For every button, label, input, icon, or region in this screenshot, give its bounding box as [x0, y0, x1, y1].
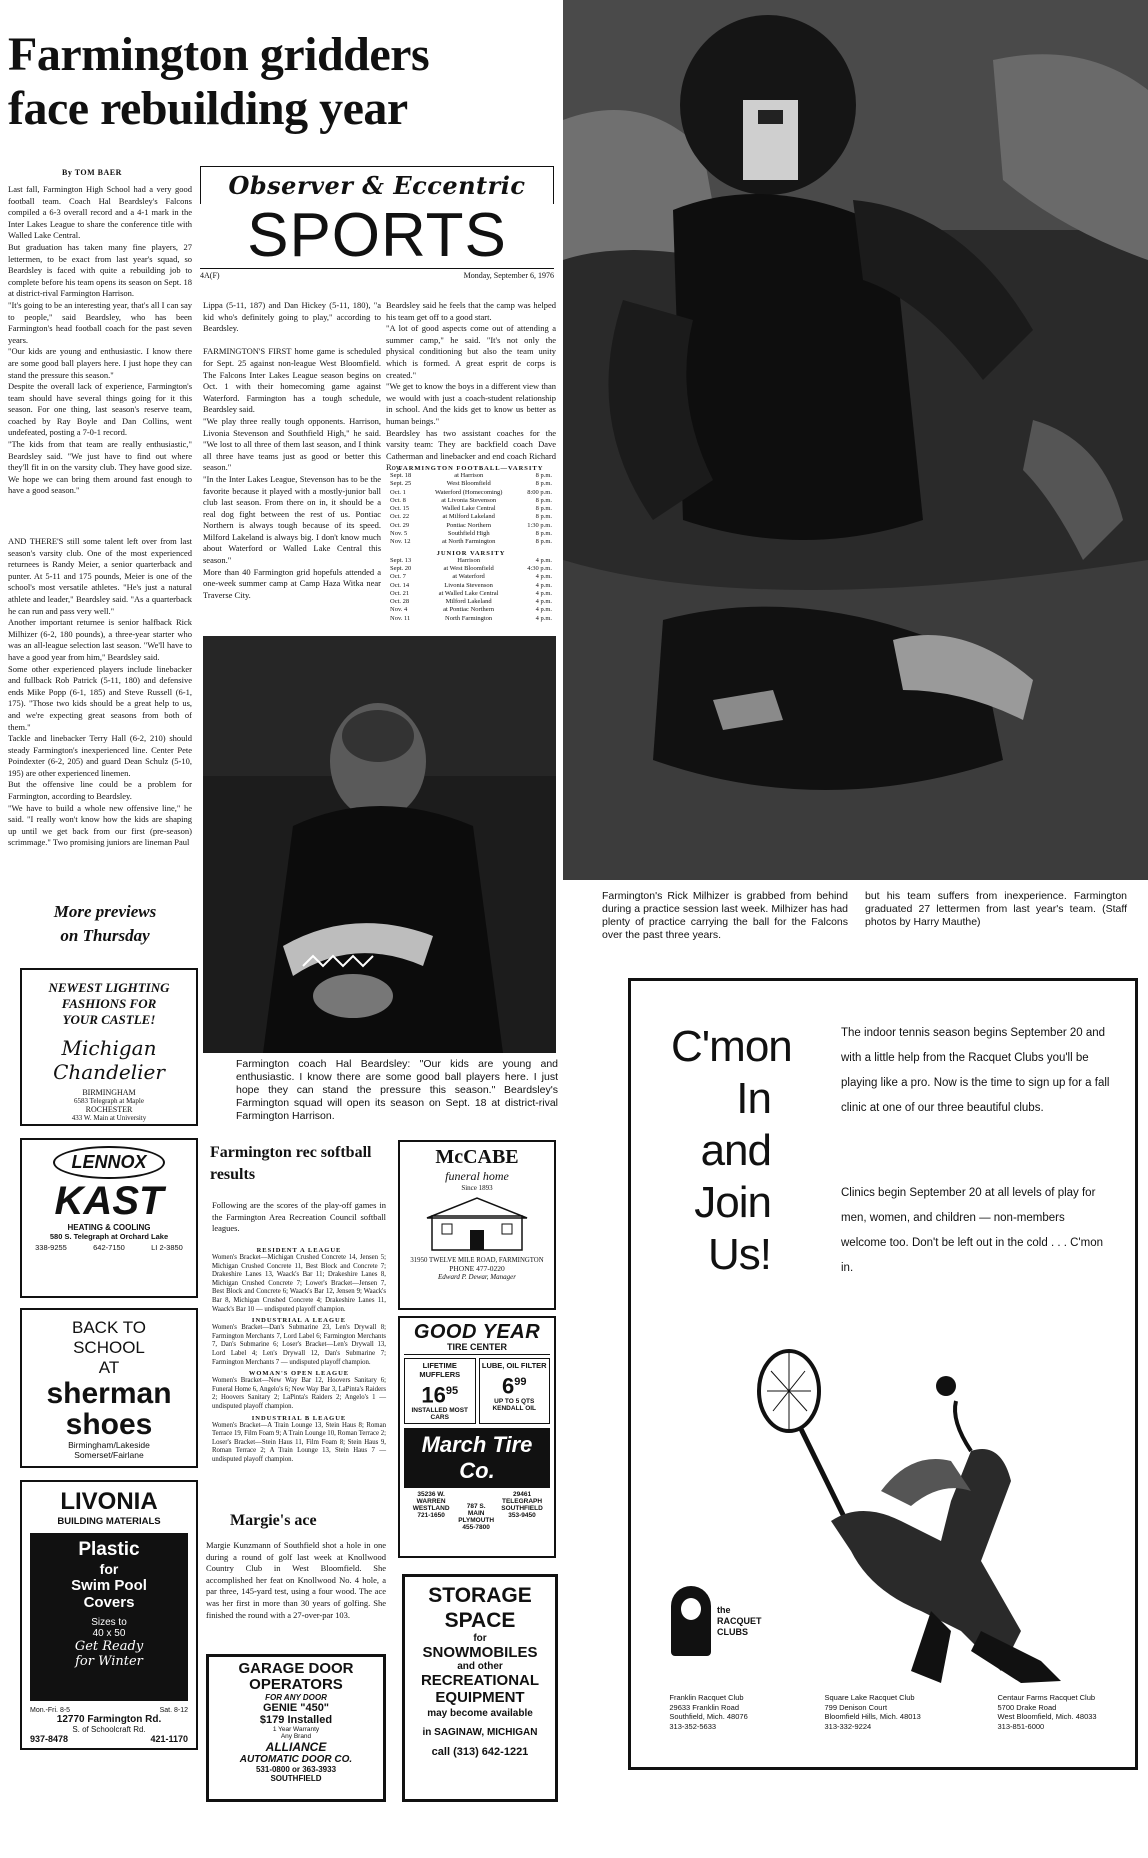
schedule-opponent: Milford Lakeland [445, 598, 492, 606]
schedule-row [388, 557, 554, 565]
schedule-row [388, 573, 554, 581]
coach-illustration [203, 636, 556, 1053]
garage-l6: 1 Year Warranty [272, 1726, 320, 1733]
margie-title: Margie's ace [230, 1512, 317, 1529]
schedule-date: Oct. 8 [390, 496, 406, 504]
softball-intro: Following are the scores of the play-off games in the Farmington Area Recreation Council softball leagues. [212, 1200, 386, 1234]
ad-mccabe [398, 1140, 556, 1310]
schedule-time: 8 p.m. [535, 505, 552, 513]
coach-photo [203, 636, 556, 1053]
goodyear-left-price-wrap [407, 1379, 473, 1407]
ad-kast [20, 1138, 198, 1298]
schedule-row [388, 489, 554, 497]
ad-livonia-building [20, 1480, 198, 1750]
schedule-time: 4 p.m. [535, 556, 552, 564]
story-col1: Last fall, Farmington High School had a very good football team. Coach Hal Beardsley's Falcons compiled a 6-3 overall record and a 4-1 mark in the Inter Lakes League to share the conference title with Walled Lake Central. But graduation has taken many fine players, 27 lettermen, to be exact from last year's squad, so Beardsley is faced with quite a rebuilding job to complete before his team opens its season on Sept. 18 at district-rival Farmington Harrison. "It's going to be an interesting year, that's all I can say to people," said Beardsley, who has been Farmington's head football coach for the past seven years. "Our kids are young and enthusiastic. I know there are some good ball players here. I just hope they can stand the pressure this season." Despite the overall lack of experience, Farmington's team should have several things going for it this season. For one thing, last season's reserve team, coached by Ray Boyle and Dan Collins, went undefeated, posting a 7-0-1 record. "The kids from that team are really enthusiastic," Beardsley said. "We just have to find out where they'll fit in on the varsity club. They have good size. We hope we can bring them around fast enough to have a good season." [8, 184, 192, 496]
sherman-name2: shoes [65, 1408, 153, 1441]
racquet-logo3: CLUBS [717, 1626, 748, 1637]
chandelier-addr2: 433 W. Main at University [71, 1114, 147, 1122]
chandelier-city1: BIRMINGHAM [82, 1088, 136, 1097]
livonia-sub: BUILDING MATERIALS [57, 1516, 161, 1527]
more-previews-line2: on Thursday [60, 926, 150, 945]
club-square-lake [824, 1693, 920, 1731]
club2-phone: 313-332-9224 [824, 1721, 872, 1731]
story-col1b: AND THERE'S still some talent left over from last season's varsity club. One of the most experienced returnees is Randy Meier, a senior quarterback and punter. At 5-11 and 175 pounds, Meier is one of the school's most versatile athletes. "He's just a natural athlete and leader," Beardsley said. "As a quarterback he can run and pass very well." Another important returnee is senior halfback Rick Milhizer (6-2, 180 pounds), a three-year starter who was an all-league selection last season. "We'll have to have a good year from him," Beardsley said. Some other experienced players include linebacker and fullback Rob Patrick (5-11, 180) and defensive ends Mike Popp (6-1, 185) and Steve Russell (6-1, 175). "Those two kids should be a great help to us, and we're expecting great seasons from both of them." Tackle and linebacker Terry Hall (6-2, 210) should steady Farmington's inexperienced line. Center Pete Poindexter (6-2, 205) and guard Dean Schulz (5-10, 195) are other experienced linemen. But the offensive line could be a problem for Farmington, according to Beardsley. "We have to build a whole new offensive line," he said. "I really won't know how the kids are shaping up until we get back from our first (pre-season) scrimmage." Two promising juniors are lineman Paul [8, 536, 192, 848]
goodyear-p2: 353-9450 [508, 1512, 536, 1520]
schedule-date: Oct. 14 [390, 581, 410, 589]
racquet-logo1: the [717, 1604, 731, 1615]
racquet-logo-text [717, 1605, 762, 1638]
goodyear-lube-offer [479, 1358, 551, 1424]
kast-phone2: 642-7150 [93, 1243, 125, 1252]
kast-phone1: 338-9255 [35, 1243, 67, 1252]
tennis-player-illustration [741, 1331, 1121, 1691]
schedule-date: Sept. 18 [390, 472, 412, 479]
garage-l8: ALLIANCE [265, 1740, 327, 1754]
schedule-opponent: at Harrison [454, 472, 484, 479]
schedule-row [388, 472, 554, 480]
softball-title: Farmington rec softball results [210, 1144, 372, 1183]
club3-name: Centaur Farms Racquet Club [997, 1693, 1096, 1702]
schedule-date: Nov. 12 [390, 538, 411, 546]
schedule-opponent: at West Bloomfield [443, 564, 494, 572]
club1-name: Franklin Racquet Club [669, 1693, 744, 1702]
headline [8, 28, 548, 136]
club3-addr: 5700 Drake Road [997, 1702, 1057, 1712]
schedule-time: 8 p.m. [535, 496, 552, 504]
goodyear-muffler-offer [404, 1358, 476, 1424]
racquet-p2: Clinics begin September 20 at all levels of play for men, women, and children — non-members welcome too. Don't be left out in the cold . . . C'mon in. [841, 1187, 1103, 1274]
goodyear-a3: 787 S. MAIN [466, 1503, 486, 1518]
schedule-opponent: Pontiac Northern [446, 521, 492, 529]
livonia-hours [22, 1707, 196, 1714]
schedule-time: 8 p.m. [535, 472, 552, 479]
schedule-opponent: at Walled Lake Central [438, 589, 499, 597]
racquet-p1: The indoor tennis season begins September 20 and with a little help from the Racquet Clubs you'll be playing like a pro. Now is the time to sign up for a fall clinic at one of our three beautiful clubs. [841, 1027, 1110, 1114]
schedule-date: Nov. 11 [390, 614, 411, 622]
schedule-opponent: Waterford (Homecoming) [434, 488, 503, 496]
kast-phone3: LI 2-3850 [151, 1243, 183, 1252]
ad-storage-space [402, 1574, 558, 1802]
schedule-date: Sept. 20 [390, 564, 412, 572]
goodyear-loc3 [458, 1491, 494, 1531]
sherman-loc2: Somerset/Fairlane [74, 1450, 144, 1460]
schedule-time: 4 p.m. [535, 589, 552, 597]
mccabe-sub: funeral home [445, 1169, 509, 1183]
chandelier-addr1: 6583 Telegraph at Maple [74, 1097, 144, 1105]
softball-section-head: INDUSTRIAL A LEAGUE [251, 1317, 347, 1325]
sherman-line2: SCHOOL [73, 1338, 145, 1357]
club1-city: Southfield, Mich. 48076 [669, 1712, 748, 1721]
club1-addr: 29633 Franklin Road [669, 1702, 739, 1712]
varsity-table [388, 472, 554, 547]
masthead-paper: Observer & Eccentric [200, 166, 554, 204]
garage-l11: SOUTHFIELD [270, 1774, 322, 1783]
schedule-time: 4 p.m. [535, 598, 552, 606]
ad-sherman-shoes [20, 1308, 198, 1468]
coach-photo-caption: Farmington coach Hal Beardsley: "Our kids are young and enthusiastic. I know there are some good ball players here. I just hope they can stand the pressure this season." Beardsley's Farmington squad will open its season on Sept. 18 at district-rival Farmington Harrison. [236, 1058, 558, 1122]
storage-l7: EQUIPMENT [435, 1689, 525, 1706]
schedule-date: Sept. 13 [390, 556, 412, 564]
jv-title: JUNIOR VARSITY [436, 549, 506, 557]
racquet-clubs-list [631, 1693, 1135, 1731]
mccabe-name: McCABE [435, 1146, 519, 1168]
club3-phone: 313-851-6000 [997, 1721, 1045, 1731]
garage-l5: $179 Installed [259, 1714, 333, 1726]
schedule-time: 8 p.m. [535, 538, 552, 546]
garage-l1: GARAGE DOOR [238, 1660, 354, 1677]
schedule-row [388, 598, 554, 606]
schedule-row [388, 565, 554, 573]
schedule-date: Nov. 5 [390, 530, 408, 538]
livonia-phones [22, 1734, 196, 1744]
schedule-date: Oct. 21 [390, 589, 410, 597]
club-franklin [669, 1693, 747, 1731]
livonia-addr: 12770 Farmington Rd. [56, 1714, 162, 1725]
racquet-headline [671, 1021, 792, 1281]
softball-results [212, 1244, 386, 1463]
storage-l9: in SAGINAW, MICHIGAN [422, 1727, 538, 1738]
softball-section-body: Women's Bracket—A Train Lounge 13, Stein Haus 8; Roman Terrace 19, Film Foam 9; A Train Lounge 10, Roman Terrace 2; Loser's Bracket—Stein Haus 11, Film Foam 8; Stein Haus 9, Roman Terrace 2; A Train Lounge 13, Stein Haus 7 — undisputed playoff champion. [212, 1421, 386, 1463]
goodyear-left-title: LIFETIME MUFFLERS [419, 1361, 461, 1379]
livonia-l3: Swim Pool [71, 1577, 147, 1594]
livonia-l2: for [99, 1561, 119, 1577]
goodyear-left-price: 16 [421, 1382, 446, 1408]
schedule-time: 8:00 p.m. [527, 488, 552, 496]
garage-l9: AUTOMATIC DOOR CO. [239, 1754, 353, 1765]
schedule-opponent: West Bloomfield [446, 480, 491, 488]
kast-sub: HEATING & COOLING [67, 1223, 151, 1232]
livonia-panel [30, 1533, 188, 1701]
softball-section-body: Women's Bracket—Dan's Submarine 23, Len's Drywall 8; Farmington Merchants 7, Lord Label 6; Farmington Merchants 7, Dan's Submarine 6; Loser's Bracket—Len's Drywall 13, Lord Label 4; Len's Drywall 12, Dan's Submarine 7; Farmington Merchants 7 — undisputed playoff champion. [212, 1324, 386, 1366]
masthead-section: SPORTS [247, 201, 507, 270]
club2-city: Bloomfield Hills, Mich. 48013 [824, 1712, 921, 1721]
schedule-opponent: North Farmington [445, 614, 493, 622]
garage-l2: OPERATORS [249, 1676, 343, 1693]
racquet-logo [671, 1581, 781, 1661]
livonia-l1: Plastic [78, 1539, 140, 1560]
goodyear-right-sub: UP TO 5 QTS [494, 1398, 535, 1406]
goodyear-loc2 [494, 1491, 550, 1531]
goodyear-a2b: SOUTHFIELD [501, 1505, 543, 1513]
goodyear-brand: GOOD YEAR [413, 1321, 541, 1343]
football-schedule [388, 465, 554, 623]
racquet-logo2: RACQUET [717, 1615, 762, 1626]
softball-section-head: INDUSTRIAL B LEAGUE [251, 1414, 347, 1422]
livonia-name: LIVONIA [60, 1488, 158, 1515]
masthead-date: Monday, September 6, 1976 [463, 271, 554, 280]
livonia-hours2: Sat. 8-12 [159, 1707, 188, 1714]
schedule-row [388, 582, 554, 590]
goodyear-right-price-wrap [482, 1370, 548, 1398]
goodyear-a3b: PLYMOUTH [458, 1517, 495, 1525]
sherman-loc1: Birmingham/Lakeside [68, 1440, 150, 1450]
goodyear-left-sub: INSTALLED MOST CARS [411, 1407, 469, 1422]
garage-l10: 531-0800 or 363-3933 [255, 1765, 337, 1774]
schedule-opponent: at Waterford [452, 573, 485, 581]
racquet-logo-hole [681, 1598, 701, 1620]
goodyear-right-sub2: KENDALL OIL [492, 1405, 537, 1413]
schedule-date: Oct. 22 [390, 513, 410, 521]
livonia-phone2: 421-1170 [150, 1734, 188, 1744]
goodyear-a1b: WESTLAND [412, 1505, 450, 1513]
schedule-time: 8 p.m. [535, 513, 552, 521]
schedule-opponent: Harrison [457, 556, 480, 564]
main-photo-caption-left: Farmington's Rick Milhizer is grabbed from behind during a practice session last week. Milhizer has had plenty of practice carrying the ball for the Falcons over the past three years. [602, 890, 848, 941]
livonia-addr2: S. of Schoolcraft Rd. [72, 1725, 146, 1734]
schedule-opponent: at North Farmington [441, 538, 496, 546]
ad-michigan-chandelier [20, 968, 198, 1126]
masthead-edition: 4A(F) [200, 271, 220, 280]
varsity-title: FARMINGTON FOOTBALL—VARSITY [398, 465, 544, 472]
storage-l2: SPACE [444, 1609, 516, 1632]
more-previews [20, 900, 190, 948]
chandelier-line1: NEWEST LIGHTING [48, 980, 170, 995]
livonia-hours1: Mon.-Fri. 8-5 [30, 1707, 71, 1714]
schedule-date: Oct. 15 [390, 505, 410, 513]
goodyear-locations [404, 1491, 550, 1531]
storage-l3: for [473, 1633, 487, 1644]
schedule-time: 8 p.m. [535, 480, 552, 488]
club2-name: Square Lake Racquet Club [824, 1693, 915, 1702]
schedule-row [388, 480, 554, 488]
racquet-headline1: C'mon [671, 1022, 792, 1071]
storage-l4: SNOWMOBILES [422, 1644, 538, 1661]
schedule-row [388, 530, 554, 538]
ad-garage-door [206, 1654, 386, 1802]
mccabe-phone: PHONE 477-0220 [449, 1264, 505, 1273]
schedule-time: 4:30 p.m. [527, 564, 552, 572]
schedule-date: Oct. 28 [390, 598, 410, 606]
schedule-row [388, 513, 554, 521]
schedule-opponent: at Pontiac Northern [443, 606, 495, 614]
goodyear-right-cents: 99 [514, 1376, 527, 1388]
mccabe-addr: 31950 TWELVE MILE ROAD, FARMINGTON [410, 1257, 544, 1264]
schedule-row [388, 538, 554, 546]
schedule-time: 4 p.m. [535, 614, 552, 622]
schedule-date: Sept. 25 [390, 480, 412, 488]
goodyear-center: TIRE CENTER [404, 1342, 550, 1355]
softball-section-body: Women's Bracket—Michigan Crushed Concrete 14, Jensen 5; Michigan Crushed Concrete 11, Best Block and Concrete 7; Drakeshire Lanes 13, Waack's Bar 11; Drakeshire Lanes 8, Michigan Crushed Concrete 7; Lower's Bracket—Jensen 7, Best Block and Concrete 6; Waack's Bar 12, Jensen 9; Waack's Bar 8, Michigan Crushed Concrete 4; Drakeshire Lanes 11, Waack's Bar 10 — undisputed playoff champion. [212, 1254, 386, 1313]
goodyear-offers [404, 1358, 550, 1424]
ad-racquet-clubs [628, 978, 1138, 1770]
schedule-date: Nov. 4 [390, 606, 408, 614]
chandelier-city2: ROCHESTER [85, 1105, 133, 1114]
schedule-row [388, 522, 554, 530]
racquet-headline4: Us! [708, 1230, 771, 1279]
goodyear-march: March Tire Co. [404, 1428, 550, 1488]
chandelier-line2: FASHIONS FOR [61, 996, 157, 1011]
main-photo-caption-right: but his team suffers from inexperience. Farmington graduated 27 lettermen from last year's team. (Staff photos by Harry Mauthe) [865, 890, 1127, 928]
schedule-opponent: Livonia Stevenson [444, 581, 493, 589]
schedule-opponent: at Milford Lakeland [442, 513, 495, 521]
kast-name: KAST [54, 1179, 164, 1223]
garage-l7: Any Brand [280, 1733, 312, 1740]
main-photo [563, 0, 1148, 880]
livonia-phone1: 937-8478 [30, 1734, 69, 1744]
mccabe-since: Since 1893 [461, 1184, 493, 1192]
livonia-l6: 40 x 50 [92, 1628, 126, 1639]
story-col2: Lippa (5-11, 187) and Dan Hickey (5-11, 180), "a kid who's definitely going to play," according to Beardsley. FARMINGTON'S FIRST home game is scheduled for Sept. 25 against non-league West Bloomfield. The Falcons Inter Lakes League season begins on Oct. 1 with their homecoming game against Waterford. Farmington has a tough schedule, Beardsley said. "We play three really tough opponents. Harrison, Livonia Stevenson and Southfield High," he said. "We lost to all three of them last season, and I think all three have teams just as good or better this season." "In the Inter Lakes League, Stevenson has to be the favorite because it played with a mostly-junior ball club last season. From there on in, it should be a real dog fight between the rest of us. Pontiac Northern is always tough because of its speed. Milford Lakeland is always big. I don't know much about Waterford or Walled Lake Central this season." More than 40 Farmington grid hopefuls attended a one-week summer camp at Camp Haza Witka near Traverse City. [203, 300, 381, 600]
sherman-line3: AT [98, 1358, 120, 1377]
chandelier-line3: YOUR CASTLE! [62, 1012, 156, 1027]
byline: By TOM BAER [62, 168, 122, 177]
schedule-row [388, 497, 554, 505]
headline-line1: Farmington gridders [8, 28, 430, 81]
racquet-headline3: Join [694, 1178, 771, 1227]
storage-l10: call (313) 642-1221 [431, 1746, 529, 1758]
club1-phone: 313-352-5633 [669, 1721, 717, 1731]
ad-goodyear [398, 1316, 556, 1558]
more-previews-line1: More previews [53, 902, 157, 921]
goodyear-a1: 35236 W. WARREN [416, 1491, 446, 1506]
schedule-opponent: at Livonia Stevenson [441, 496, 497, 504]
storage-l5: and other [457, 1661, 503, 1672]
sherman-line1: BACK TO [71, 1318, 146, 1337]
goodyear-right-title: LUBE, OIL FILTER [481, 1361, 547, 1370]
schedule-time: 4 p.m. [535, 581, 552, 589]
jv-table [388, 557, 554, 623]
schedule-date: Oct. 7 [390, 573, 406, 581]
schedule-time: 8 p.m. [535, 530, 552, 538]
schedule-time: 4 p.m. [535, 573, 552, 581]
goodyear-left-cents: 95 [445, 1385, 459, 1397]
livonia-l7: Get Ready [74, 1639, 144, 1654]
livonia-l8: for Winter [75, 1654, 143, 1669]
softball-section-head: WOMAN'S OPEN LEAGUE [248, 1370, 350, 1378]
livonia-l4: Covers [83, 1594, 135, 1611]
schedule-date: Oct. 29 [390, 521, 410, 529]
chandelier-name: Michigan Chandelier [53, 1036, 165, 1084]
schedule-row [388, 615, 554, 623]
funeral-home-building-icon [422, 1194, 532, 1252]
club2-addr: 799 Denison Court [824, 1702, 888, 1712]
kast-addr: 580 S. Telegraph at Orchard Lake [49, 1232, 169, 1241]
football-player-illustration [563, 0, 1148, 880]
masthead [200, 166, 554, 280]
kast-phones [22, 1243, 196, 1252]
goodyear-right-price: 6 [502, 1373, 515, 1399]
softball-section-head: RESIDENT A LEAGUE [256, 1247, 342, 1254]
story-col3: Beardsley said he feels that the camp was helped his team get off to a good start. "A lot of good aspects come out of attending a summer camp," he said. "It's not only the physical conditioning but also the team unity which is formed. A great esprit de corps is created." "We get to know the boys in a different view than we would with just a coach-student relationship in school. And the kids get to know us better as human beings." Beardsley has two assistant coaches for the varsity team: They are backfield coach Dave Catherman and linebacker and end coach Richard Roy. [386, 300, 556, 473]
mccabe-mgr: Edward P. Dewar, Manager [438, 1273, 516, 1281]
sherman-name1: sherman [46, 1377, 172, 1410]
schedule-row [388, 505, 554, 513]
goodyear-loc1 [404, 1491, 458, 1531]
schedule-time: 4 p.m. [535, 606, 552, 614]
headline-line2: face rebuilding year [8, 82, 408, 135]
storage-l8: may become available [427, 1708, 533, 1719]
goodyear-p3: 455-7800 [462, 1524, 490, 1532]
garage-l4: GENIE "450" [262, 1702, 330, 1714]
goodyear-p1: 721-1650 [417, 1512, 445, 1520]
storage-l1: STORAGE [428, 1584, 532, 1607]
livonia-l5: Sizes to [91, 1617, 127, 1628]
schedule-opponent: Southfield High [447, 530, 490, 538]
storage-l6: RECREATIONAL [420, 1672, 540, 1689]
kast-brand: LENNOX [53, 1146, 164, 1179]
goodyear-a2: 29461 TELEGRAPH [502, 1491, 543, 1506]
racquet-headline2: In and [700, 1074, 771, 1175]
schedule-time: 1:30 p.m. [527, 521, 552, 529]
schedule-row [388, 606, 554, 614]
schedule-row [388, 590, 554, 598]
racquet-logo-mark [671, 1586, 711, 1656]
garage-l3: FOR ANY DOOR [265, 1693, 327, 1702]
softball-section-body: Women's Bracket—New Way Bar 12, Hoovers Sanitary 6; Funeral Home 6, Angelo's 6; New Way Bar 3, LaPinta's Raiders 2; Hoovers Sanitary 2; LaPinta's Raiders 2; Angelo's 1 — undisputed playoff champion. [212, 1377, 386, 1410]
club3-city: West Bloomfield, Mich. 48033 [997, 1712, 1097, 1721]
schedule-opponent: Walled Lake Central [441, 505, 496, 513]
schedule-date: Oct. 1 [390, 488, 406, 496]
margie-body: Margie Kunzmann of Southfield shot a hole in one during a round of golf last week at Knollwood Country Club in West Bloomfield. She accomplished her feat on Knollwood No. 4 hole, a par three, 145-yard test, using a four wood. The ace was her first in more than 30 years of golfing. She finished the round with a 27-over-par 103. [206, 1540, 386, 1620]
club-centaur [998, 1693, 1097, 1731]
